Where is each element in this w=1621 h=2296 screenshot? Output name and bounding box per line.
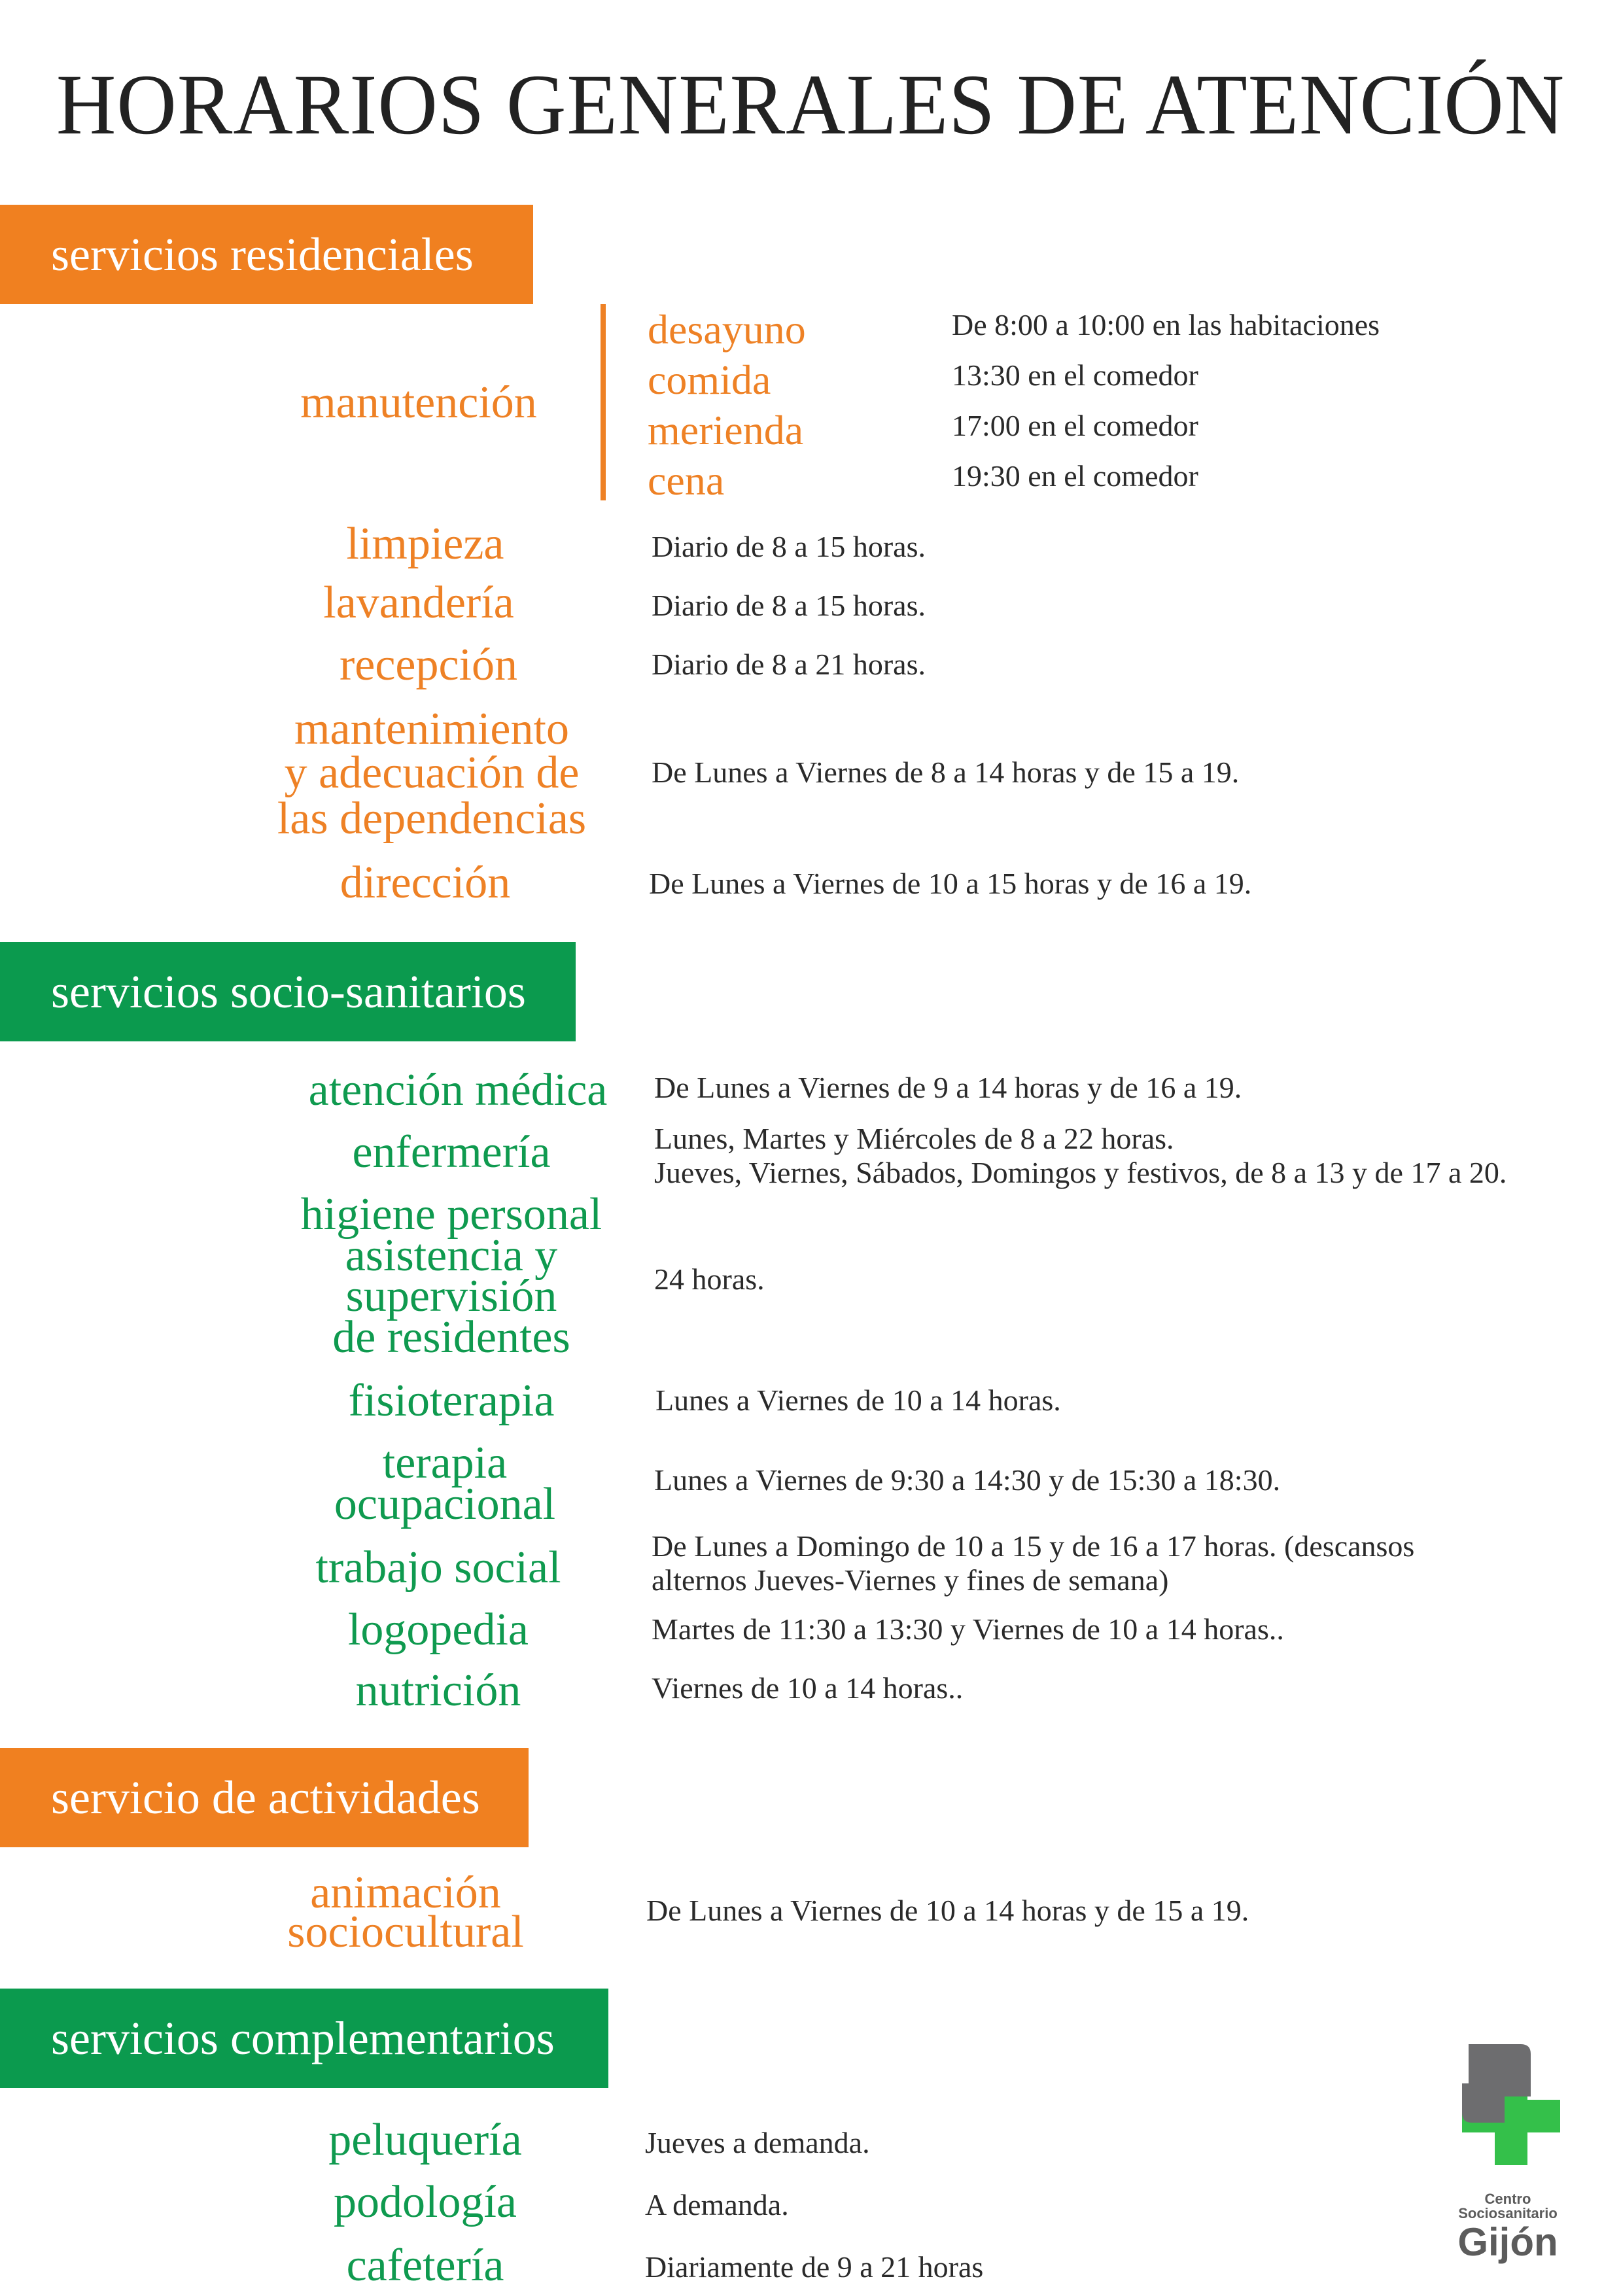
meal-name-desayuno: desayuno	[648, 306, 806, 353]
logo-text-line1: Centro	[1484, 2191, 1531, 2207]
value-limpieza: Diario de 8 a 15 horas.	[652, 530, 926, 563]
page-title: HORARIOS GENERALES DE ATENCIÓN	[56, 56, 1565, 152]
label-higiene-line4: de residentes	[332, 1312, 570, 1363]
label-animacion-line2: sociocultural	[287, 1907, 524, 1957]
value-peluqueria: Jueves a demanda.	[645, 2126, 870, 2159]
label-animacion-line1: animación	[310, 1868, 501, 1918]
label-atencion-medica: atención médica	[308, 1065, 608, 1115]
label-fisioterapia: fisioterapia	[348, 1376, 555, 1426]
meal-time-merienda: 17:00 en el comedor	[952, 409, 1198, 442]
value-higiene: 24 horas.	[654, 1262, 765, 1296]
label-mantenimiento-line3: las dependencias	[277, 793, 587, 844]
label-lavanderia: lavandería	[323, 578, 514, 628]
medical-cross-logo-icon	[1433, 2034, 1583, 2198]
label-recepcion: recepción	[339, 640, 518, 690]
value-animacion: De Lunes a Viernes de 10 a 14 horas y de 15 a 19.	[646, 1894, 1249, 1927]
value-atencion-medica: De Lunes a Viernes de 9 a 14 horas y de 16 a 19.	[654, 1071, 1242, 1104]
section-header-complementarios: servicios complementarios	[0, 1989, 608, 2088]
label-manutencion: manutención	[300, 377, 537, 428]
meal-name-cena: cena	[648, 457, 725, 504]
label-higiene-line2: asistencia y	[345, 1230, 558, 1281]
section-header-sociosanitarios: servicios socio-sanitarios	[0, 942, 576, 1041]
logo-text-line2: Sociosanitario	[1458, 2205, 1558, 2221]
label-limpieza: limpieza	[346, 519, 504, 569]
label-mantenimiento-line1: mantenimiento	[294, 704, 569, 754]
value-fisioterapia: Lunes a Viernes de 10 a 14 horas.	[655, 1383, 1061, 1417]
value-enfermeria-line1: Lunes, Martes y Miércoles de 8 a 22 horas.	[654, 1122, 1174, 1155]
label-nutricion: nutrición	[355, 1665, 521, 1716]
meal-time-comida: 13:30 en el comedor	[952, 358, 1198, 392]
label-higiene-line1: higiene personal	[300, 1189, 602, 1240]
logo-text-line3: Gijón	[1457, 2220, 1558, 2264]
value-mantenimiento: De Lunes a Viernes de 8 a 14 horas y de 15 a 19.	[652, 756, 1240, 789]
meal-name-merienda: merienda	[648, 407, 804, 453]
label-terapia-line1: terapia	[382, 1438, 508, 1488]
label-podologia: podología	[334, 2177, 517, 2227]
label-logopedia: logopedia	[347, 1605, 529, 1655]
value-logopedia: Martes de 11:30 a 13:30 y Viernes de 10 a 14 horas..	[652, 1612, 1284, 1646]
label-enfermeria: enfermería	[352, 1127, 551, 1177]
value-direccion: De Lunes a Viernes de 10 a 15 horas y de 16 a 19.	[649, 867, 1252, 900]
label-direccion: dirección	[340, 858, 511, 908]
section-header-actividades: servicio de actividades	[0, 1748, 529, 1847]
value-lavanderia: Diario de 8 a 15 horas.	[652, 589, 926, 622]
centro-sociosanitario-logo	[1433, 2034, 1583, 2270]
meal-time-desayuno: De 8:00 a 10:00 en las habitaciones	[952, 308, 1380, 341]
section-header-residenciales: servicios residenciales	[0, 205, 533, 304]
value-trabajo-social-line2: alternos Jueves-Viernes y fines de semana)	[652, 1563, 1169, 1597]
value-terapia: Lunes a Viernes de 9:30 a 14:30 y de 15:30 a 18:30.	[654, 1463, 1281, 1497]
label-mantenimiento-line2: y adecuación de	[284, 748, 580, 798]
value-podologia: A demanda.	[645, 2188, 789, 2221]
value-cafeteria: Diariamente de 9 a 21 horas	[645, 2250, 984, 2284]
value-nutricion: Viernes de 10 a 14 horas..	[652, 1671, 964, 1705]
label-peluqueria: peluquería	[328, 2115, 522, 2165]
label-higiene-line3: supervisión	[345, 1271, 557, 1321]
meal-divider-bar	[601, 304, 606, 500]
label-trabajo-social: trabajo social	[315, 1542, 561, 1593]
label-terapia-line2: ocupacional	[334, 1479, 556, 1529]
meal-time-cena: 19:30 en el comedor	[952, 459, 1198, 493]
value-recepcion: Diario de 8 a 21 horas.	[652, 648, 926, 681]
label-cafeteria: cafetería	[346, 2240, 504, 2291]
value-enfermeria-line2: Jueves, Viernes, Sábados, Domingos y festivos, de 8 a 13 y de 17 a 20.	[654, 1156, 1507, 1189]
meal-name-comida: comida	[648, 357, 771, 403]
value-trabajo-social-line1: De Lunes a Domingo de 10 a 15 y de 16 a 17 horas. (descansos	[652, 1529, 1415, 1563]
